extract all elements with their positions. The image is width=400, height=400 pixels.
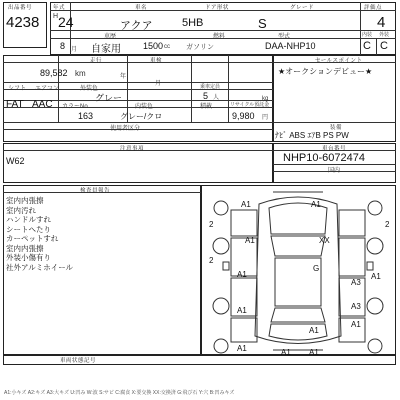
grade-label: グレード — [290, 5, 315, 11]
damage-mark: XX — [319, 236, 330, 245]
damage-mark: A1 — [309, 326, 319, 335]
load-label: 積載 — [200, 104, 213, 110]
side-number: 2 — [209, 220, 214, 229]
inspector-item: 室内汚れ — [6, 205, 36, 215]
equipment-items: ﾅﾋﾞ ABS ｴｱB PS PW — [275, 131, 349, 140]
inspector-header: 検査員報告 — [80, 188, 111, 194]
damage-mark: A3 — [351, 302, 361, 311]
exterior-label: 外装 — [379, 32, 390, 38]
seats-label: 乗車定員 — [200, 84, 221, 90]
damage-mark: A1 — [237, 306, 247, 315]
lot-number: 4238 — [6, 14, 40, 31]
type: DAA-NHP10 — [265, 41, 316, 51]
seats-unit: 人 — [213, 95, 220, 101]
cc: 1500 — [143, 41, 164, 51]
legend-header: 車両状態記号 — [60, 358, 97, 364]
recycle-label: リサイクル預託金 — [230, 102, 270, 108]
chassis-sub: 国内 — [328, 168, 341, 174]
month-unit: 月 — [71, 47, 78, 53]
month: 8 — [60, 41, 66, 51]
dealer-label: 使用者区分 — [110, 126, 141, 132]
interior-color: グレー/クロ — [120, 112, 163, 121]
inspector-item: 室内内張擦 — [6, 196, 44, 205]
color-label: 外装色 — [80, 86, 99, 92]
notes-text: W62 — [6, 156, 25, 166]
recycle-unit: 円 — [262, 115, 269, 121]
fuel-label: 燃料 — [213, 34, 226, 40]
recycle-amount: 9,980 — [232, 111, 255, 121]
era: H — [53, 13, 59, 20]
inspector-item: シートへたり — [6, 224, 51, 234]
doors-label: ドア形状 — [205, 5, 229, 11]
notes-header: 注意事項 — [120, 146, 145, 152]
side-number: 2 — [385, 220, 390, 229]
damage-mark: A1 — [311, 200, 321, 209]
type-label: 型式 — [278, 34, 291, 40]
chassis-header: 車台番号 — [322, 146, 347, 152]
score: 4 — [377, 14, 386, 31]
ac-label: エアコン — [35, 86, 59, 92]
interior-color-label: 内装色 — [135, 104, 154, 110]
exterior-grade: C — [380, 40, 388, 52]
doors: 5HB — [182, 17, 204, 29]
inspection-label: 車検 — [150, 58, 163, 64]
car-name: アクア — [120, 20, 153, 32]
usage: 自家用 — [91, 44, 121, 55]
inspector-item: ハンドルすれ — [6, 215, 51, 224]
damage-mark: A1 — [237, 344, 247, 353]
damage-mark: A1 — [281, 348, 291, 357]
damage-mark: A1 — [241, 200, 251, 209]
year: 24 — [58, 14, 74, 30]
ac: AAC — [32, 99, 53, 110]
inspector-item: カーペットすれ — [6, 234, 59, 243]
mileage-unit: km — [75, 69, 86, 78]
damage-mark: A1 — [309, 348, 319, 357]
model-label: 車名 — [135, 5, 148, 11]
cc-unit: cc — [164, 44, 170, 50]
fuel: ガソリン — [186, 44, 214, 51]
grade: S — [258, 16, 267, 31]
year-unit: 年 — [120, 74, 127, 80]
damage-mark: A1 — [371, 272, 381, 281]
damage-mark: A1 — [245, 236, 255, 245]
shift: FAT — [6, 99, 24, 110]
color-no-label: カラーNo. — [62, 104, 90, 110]
legend-text: A1:小キズ A2:キズ A3:大キズ U:凹み W:波 S:サビ C:腐食 X:要交換 XX:交換済 G:飛び石 Y:穴 B:凹みキズ — [4, 390, 235, 396]
mileage: 89,582 — [40, 68, 68, 78]
lot-label: 出品番号 — [8, 5, 33, 11]
chassis-number: NHP10-6072474 — [283, 152, 365, 164]
side-number: 2 — [209, 256, 214, 265]
damage-mark: A3 — [351, 278, 361, 287]
color: グレー — [95, 93, 123, 103]
seats: 5 — [203, 91, 209, 101]
year-label: 年式 — [53, 5, 66, 11]
color-no: 163 — [78, 111, 94, 121]
damage-mark: G — [313, 264, 320, 273]
selling-points-header: セールスポイント — [315, 58, 363, 64]
shift-label: シフト — [8, 86, 27, 92]
mileage-label: 走行 — [90, 58, 103, 64]
diagram-marks — [201, 186, 396, 357]
interior-grade: C — [363, 40, 371, 52]
kg-unit: kg — [262, 96, 269, 102]
usage-label: 車歴 — [104, 34, 117, 40]
inspector-item: 外装小傷有り — [6, 253, 51, 262]
selling-points-text: ★オークションデビュー★ — [278, 67, 373, 76]
inspector-item: 社外アルミホイール — [6, 262, 74, 272]
interior-label: 内装 — [362, 32, 373, 38]
month-unit-2: 月 — [155, 81, 162, 87]
score-label: 評価点 — [364, 5, 383, 11]
damage-mark: A1 — [237, 270, 247, 279]
damage-mark: A1 — [351, 320, 361, 329]
inspector-item: 室内内張擦 — [6, 243, 44, 253]
equipment-header: 装備 — [330, 125, 343, 131]
